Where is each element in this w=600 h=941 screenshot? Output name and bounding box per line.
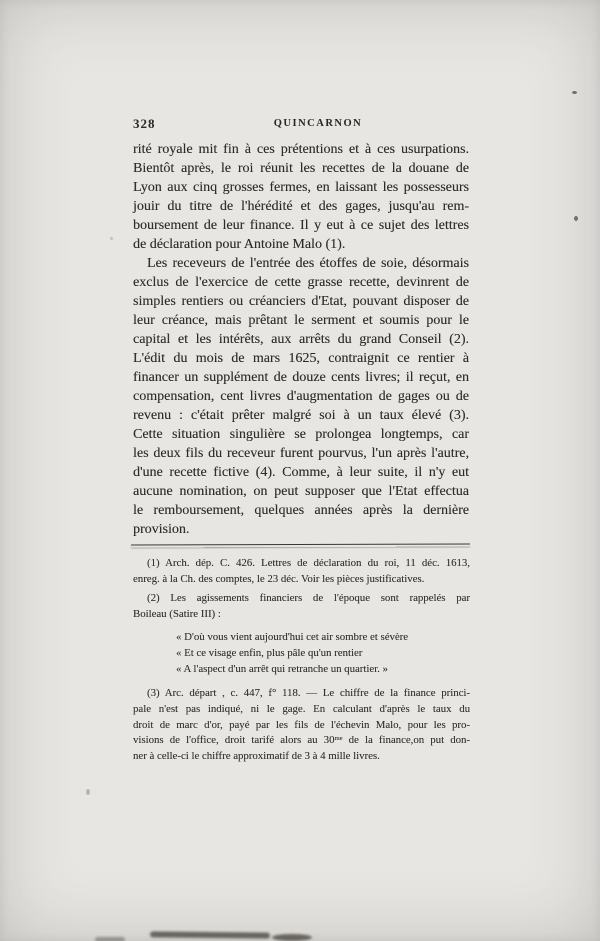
verse-line: « Et ce visage enfin, plus pâle qu'un rentier [176,646,363,659]
text-line: le remboursement, quelques années après la dernière [133,503,469,518]
scan-smudge [272,934,312,941]
footnote-line: (2) Les agissements financiers de l'époque sont rappelés par [147,592,470,604]
footnote-2 [133,591,470,622]
text-line: Cette situation singulière se prolongea longtemps, car [133,427,469,442]
page-number: 328 [133,116,156,131]
verse-line: « D'où vous vient aujourd'hui cet air sombre et sévère [176,631,409,643]
scan-smudge [95,937,125,941]
text-line: simples rentiers ou créanciers d'Etat, pouvant disposer de [133,294,469,309]
footnote-line: visions de l'office, droit tarifé alors au 30ᵐᵉ de la finance,on put don- [133,734,470,747]
scan-speck [574,216,578,221]
scan-speck [572,91,577,94]
paragraph-2 [133,254,469,539]
paragraph-1 [133,140,469,254]
text-line: jouir du titre de l'hérédité et des gages, jusqu'au rem- [133,199,469,214]
footnote-2-verses [176,630,470,677]
text-line: d'une recette fictive (4). Comme, à leur suite, il n'y eut [133,465,469,480]
text-line: les deux fils du receveur furent pourvus, l'un après l'autre, [133,446,469,461]
footnote-separator [131,544,470,548]
footnote-line: (3) Arc. départ , c. 447, f° 118. — Le chiffre de la finance princi- [147,687,470,699]
verse-line: « A l'aspect d'un arrêt qui retranche un quartier. » [176,662,388,675]
text-line: aucune nomination, on peut supposer que l'Etat effectua [133,484,469,499]
scan-speck [86,789,90,795]
footnote-line: droit de marc d'or, payé par les fils de l'échevin Malo, pour les pro- [133,718,470,731]
scan-speck [110,237,113,240]
main-text [133,140,469,539]
text-line: de déclaration pour Antoine Malo (1). [133,237,346,252]
footnote-line: ner à celle-ci le chiffre approximatif de 3 à 4 mille livres. [133,750,380,763]
text-line: leur créance, mais prêtant le serment et soumis pour le [133,313,469,328]
text-line: capital et les intérêts, aux arrêts du grand Conseil (2). [133,332,469,347]
running-title: QUINCARNON [273,118,363,129]
scan-smudge [150,931,270,938]
text-line: L'édit du mois de mars 1625, contraignit ce rentier à [133,351,469,366]
text-line: Lyon aux cinq grosses fermes, en laissant les possesseurs [133,180,469,195]
text-line: compensation, cent livres d'augmentation de gages ou de [133,389,469,404]
text-line: revenu : c'était prêter malgré soi à un taux élevé (3). [133,408,469,423]
footnote-line: (1) Arch. dép. C. 426. Lettres de déclaration du roi, 11 déc. 1613, [147,557,470,569]
footnote-3 [133,686,470,765]
text-line: Bientôt après, le roi réunit les recettes de la douane de [133,161,469,176]
text-line: financer un supplément de douze cents livres; il reçut, en [133,370,469,385]
text-line: boursement de leur finance. Il y eut à ce sujet des lettres [133,218,469,233]
text-line: provision. [133,522,190,537]
page-header [0,116,600,132]
footnote-1 [133,556,470,587]
text-line: exclus de l'exercice de cette grasse recette, devinrent de [133,275,469,290]
footnote-line: enreg. à la Ch. des comptes, le 23 déc. Voir les pièces justificatives. [133,572,425,585]
text-line: rité royale mit fin à ces prétentions et à ces usurpations. [133,142,469,157]
text-line: Les receveurs de l'entrée des étoffes de soie, désormais [147,256,469,271]
footnote-line: pale n'est pas indiqué, ni le gage. En calculant d'après le taux du [133,702,470,715]
footnote-line: Boileau (Satire III) : [133,607,221,620]
